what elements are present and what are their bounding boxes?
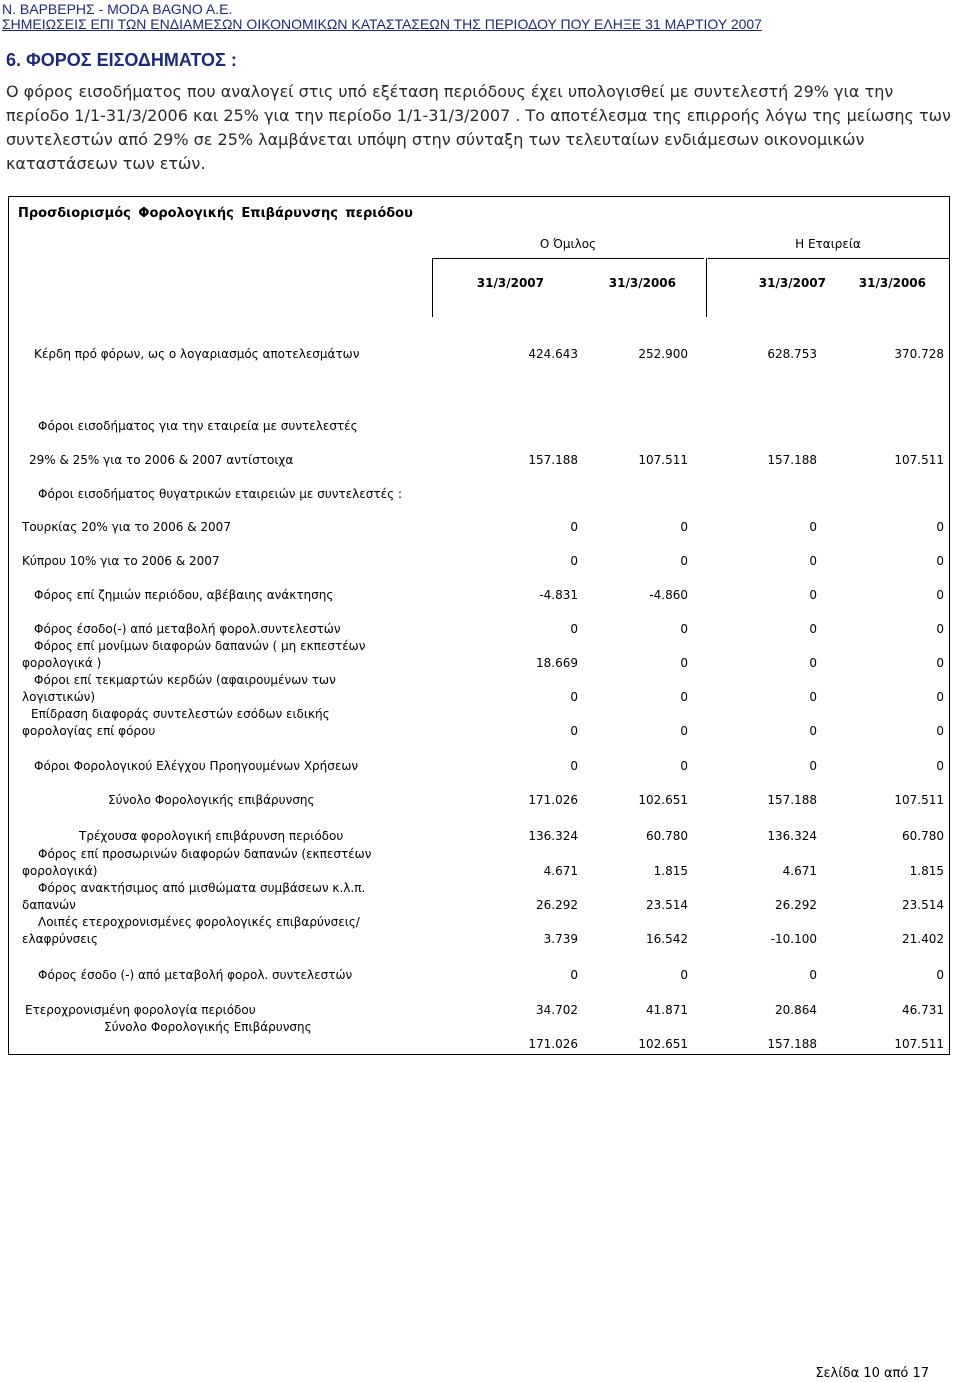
- table-cell: 157.188: [528, 453, 578, 467]
- row-label: Σύνολο Φορολογικής Επιβάρυνσης: [104, 1020, 312, 1034]
- table-cell: 0: [809, 622, 817, 636]
- table-cell: 0: [936, 656, 944, 670]
- table-cell: 0: [936, 690, 944, 704]
- group-header-company: Η Εταιρεία: [795, 237, 861, 251]
- table-cell: -10.100: [770, 932, 817, 946]
- row-label: Φόρος ανακτήσιμος από μισθώματα συμβάσεων κ.λ.π.: [38, 881, 366, 895]
- row-label: Ετεροχρονισμένη φορολογία περιόδου: [25, 1003, 256, 1017]
- table-cell: 0: [680, 724, 688, 738]
- table-cell: 60.780: [646, 829, 688, 843]
- table-cell: 102.651: [638, 1037, 688, 1051]
- table-cell: 26.292: [775, 898, 817, 912]
- date-header: 31/3/2007: [476, 276, 544, 290]
- row-label: Φόροι Φορολογικού Ελέγχου Προηγουμένων Χρήσεων: [34, 759, 359, 773]
- table-cell: 107.511: [894, 793, 944, 807]
- section-title: 6. ΦΟΡΟΣ ΕΙΣΟΔΗΜΑΤΟΣ :: [6, 50, 237, 70]
- table-cell: 0: [936, 588, 944, 602]
- table-cell: 0: [809, 554, 817, 568]
- table-cell: 0: [809, 968, 817, 982]
- row-label: 29% & 25% για το 2006 & 2007 αντίστοιχα: [29, 453, 294, 467]
- table-cell: 60.780: [902, 829, 944, 843]
- table-cell: 46.731: [902, 1003, 944, 1017]
- table-cell: 0: [936, 724, 944, 738]
- row-label: Σύνολο Φορολογικής επιβάρυνσης: [108, 793, 315, 807]
- table-cell: 0: [680, 690, 688, 704]
- table-cell: 26.292: [536, 898, 578, 912]
- table-cell: 0: [570, 690, 578, 704]
- table-cell: 252.900: [638, 347, 688, 361]
- table-caption: Προσδιορισμός Φορολογικής Επιβάρυνσης περιόδου: [18, 206, 413, 221]
- group-underline-group: [432, 258, 704, 259]
- row-label-continued: ελαφρύνσεις: [22, 932, 98, 946]
- row-label-continued: φορολογικά ): [22, 656, 102, 670]
- table-cell: 157.188: [767, 1037, 817, 1051]
- page-number: Σελίδα 10 από 17: [815, 1366, 929, 1381]
- table-cell: 0: [570, 622, 578, 636]
- row-label: Λοιπές ετεροχρονισμένες φορολογικές επιβαρύνσεις/: [38, 915, 360, 929]
- row-label-continued: φορολογίας επί φόρου: [22, 724, 156, 738]
- table-cell: 107.511: [638, 453, 688, 467]
- table-cell: 34.702: [536, 1003, 578, 1017]
- table-cell: 0: [680, 968, 688, 982]
- table-cell: 0: [570, 724, 578, 738]
- date-header: 31/3/2006: [858, 276, 926, 290]
- document-subtitle: ΣΗΜΕΙΩΣΕΙΣ ΕΠΙ ΤΩΝ ΕΝΔΙΑΜΕΣΩΝ ΟΙΚΟΝΟΜΙΚΩΝ ΚΑΤΑΣΤΑΣΕΩΝ ΤΗΣ ΠΕΡΙΟΔΟΥ ΠΟΥ ΕΛΗΞΕ 31 ΜΑΡΤΙΟΥ 2007: [2, 16, 762, 32]
- table-cell: 0: [936, 759, 944, 773]
- table-cell: 0: [809, 588, 817, 602]
- table-cell: 0: [809, 759, 817, 773]
- table-cell: 370.728: [894, 347, 944, 361]
- table-cell: 23.514: [902, 898, 944, 912]
- table-cell: 424.643: [528, 347, 578, 361]
- table-cell: 157.188: [767, 793, 817, 807]
- group-divider-middle: [706, 258, 707, 317]
- table-cell: 1.815: [909, 864, 944, 878]
- table-cell: 0: [936, 622, 944, 636]
- table-cell: -4.860: [649, 588, 688, 602]
- table-cell: 18.669: [536, 656, 578, 670]
- table-cell: 0: [680, 520, 688, 534]
- table-cell: 0: [936, 520, 944, 534]
- table-cell: 107.511: [894, 1037, 944, 1051]
- table-cell: 157.188: [767, 453, 817, 467]
- row-label: Επίδραση διαφοράς συντελεστών εσόδων ειδικής: [31, 707, 330, 721]
- table-cell: 16.542: [646, 932, 688, 946]
- table-cell: 4.671: [782, 864, 817, 878]
- row-label-continued: λογιστικών): [22, 690, 96, 704]
- table-cell: 171.026: [528, 793, 578, 807]
- row-label: Φόροι εισοδήματος θυγατρικών εταιρειών με συντελεστές :: [38, 487, 402, 501]
- table-cell: 1.815: [653, 864, 688, 878]
- row-label: Φόρος επί μονίμων διαφορών δαπανών ( μη εκπεστέων: [34, 639, 366, 653]
- table-cell: 628.753: [767, 347, 817, 361]
- row-label-continued: φορολογικά): [22, 864, 98, 878]
- date-header: 31/3/2006: [608, 276, 676, 290]
- table-cell: 21.402: [902, 932, 944, 946]
- row-label: Φόρος έσοδο(-) από μεταβολή φορολ.συντελεστών: [34, 622, 341, 636]
- table-cell: 0: [809, 724, 817, 738]
- table-cell: 23.514: [646, 898, 688, 912]
- table-cell: 0: [936, 968, 944, 982]
- table-cell: 107.511: [894, 453, 944, 467]
- table-cell: 0: [680, 622, 688, 636]
- table-cell: 0: [680, 554, 688, 568]
- row-label: Κέρδη πρό φόρων, ως ο λογαριασμός αποτελεσμάτων: [34, 347, 360, 361]
- row-label: Κύπρου 10% για το 2006 & 2007: [22, 554, 220, 568]
- group-header-group: Ο Όμιλος: [539, 237, 597, 251]
- table-cell: 171.026: [528, 1037, 578, 1051]
- table-cell: 3.739: [543, 932, 578, 946]
- table-cell: 136.324: [767, 829, 817, 843]
- table-cell: 136.324: [528, 829, 578, 843]
- table-cell: 0: [570, 759, 578, 773]
- table-cell: 0: [570, 554, 578, 568]
- row-label: Φόρος έσοδο (-) από μεταβολή φορολ. συντελεστών: [38, 968, 353, 982]
- row-label: Φόρος επί προσωρινών διαφορών δαπανών (εκπεστέων: [38, 847, 372, 861]
- company-name: Ν. ΒΑΡΒΕΡΗΣ - MODA BAGNO A.E.: [2, 1, 233, 17]
- table-cell: 4.671: [543, 864, 578, 878]
- row-label: Φόροι επί τεκμαρτών κερδών (αφαιρουμένων των: [34, 673, 336, 687]
- group-divider-left: [432, 258, 433, 317]
- row-label: Τρέχουσα φορολογική επιβάρυνση περιόδου: [79, 829, 344, 843]
- table-cell: 0: [570, 520, 578, 534]
- row-label: Φόρος επί ζημιών περιόδου, αβέβαιης ανάκτησης: [34, 588, 334, 602]
- table-cell: 0: [680, 759, 688, 773]
- table-cell: 0: [809, 520, 817, 534]
- row-label: Τουρκίας 20% για το 2006 & 2007: [22, 520, 231, 534]
- row-label-continued: δαπανών: [22, 898, 76, 912]
- row-label: Φόροι εισοδήματος για την εταιρεία με συντελεστές: [38, 419, 358, 433]
- table-cell: 102.651: [638, 793, 688, 807]
- table-cell: 0: [809, 690, 817, 704]
- intro-paragraph: Ο φόρος εισοδήματος που αναλογεί στις υπό εξέταση περιόδους έχει υπολογισθεί με συντελεστή 29% για την περίοδο 1/1-31/3/2006 και 25% για την περίοδο 1/1-31/3/2007 . Το αποτέλεσμα της επιρροής λόγω της μείωσης των συντελεστών από 29% σε 25% λαμβάνεται υπόψη στην σύνταξη των τελευταίων ενδιάμεσων οικονομικών καταστάσεων των ετών.: [6, 82, 951, 173]
- table-cell: 0: [680, 656, 688, 670]
- table-cell: 0: [936, 554, 944, 568]
- date-header: 31/3/2007: [758, 276, 826, 290]
- table-cell: 41.871: [646, 1003, 688, 1017]
- group-underline-company: [708, 258, 949, 259]
- table-cell: 20.864: [775, 1003, 817, 1017]
- table-cell: 0: [570, 968, 578, 982]
- table-cell: -4.831: [539, 588, 578, 602]
- table-cell: 0: [809, 656, 817, 670]
